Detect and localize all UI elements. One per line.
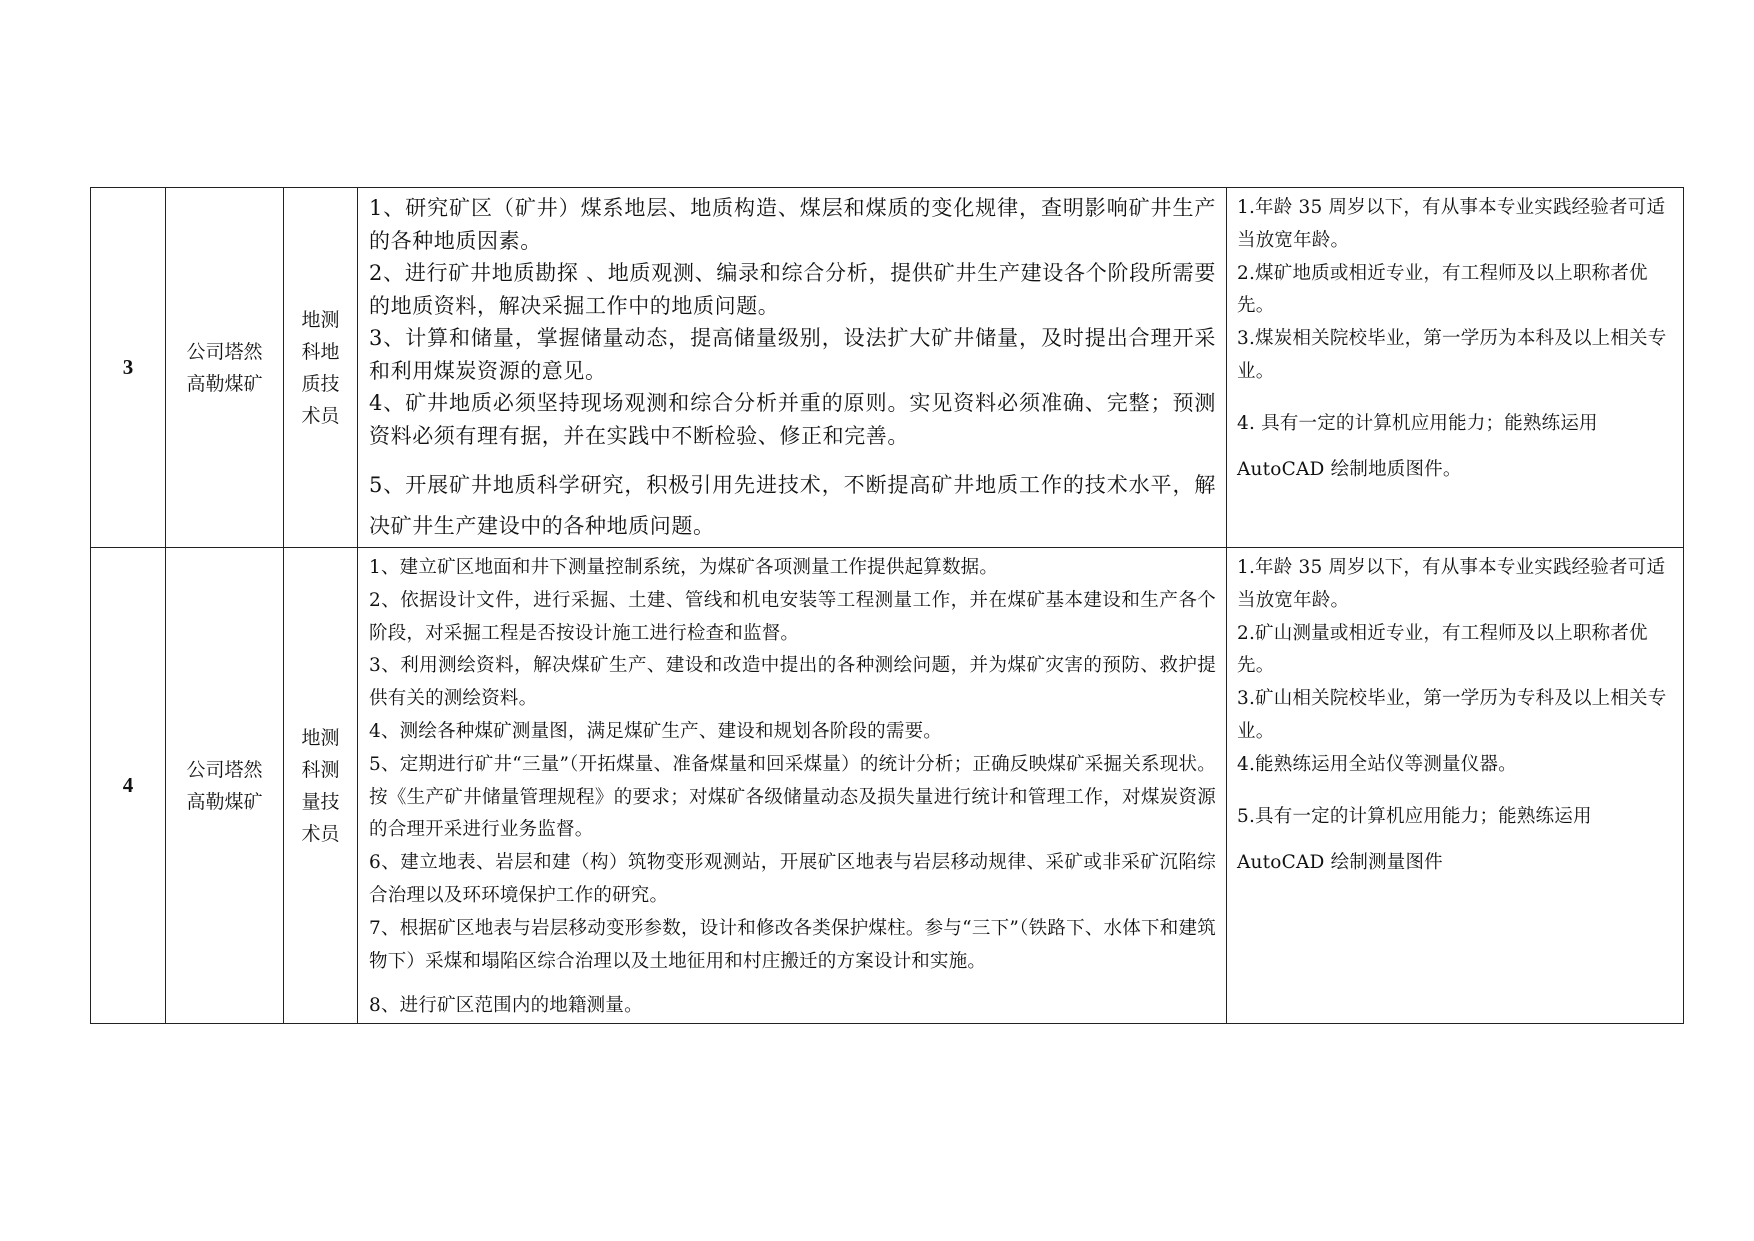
- job-duties: [358, 548, 1227, 1024]
- employer-unit-line: 高勒煤矿: [186, 790, 263, 813]
- requirement-item: 2.煤矿地质或相近专业，有工程师及以上职称者优先。: [1237, 262, 1648, 317]
- requirement-item: 3.煤炭相关院校毕业，第一学历为本科及以上相关专业。: [1237, 328, 1667, 382]
- job-requirements: [1227, 188, 1684, 548]
- requirement-item: 4. 具有一定的计算机应用能力；能熟练运用 AutoCAD 绘制地质图件。: [1237, 412, 1598, 480]
- requirement-item: 1.年龄 35 周岁以下，有从事本专业实践经验者可适当放宽年龄。: [1237, 557, 1666, 611]
- position-name-line: 地测: [301, 308, 340, 331]
- employer-unit-line: 公司塔然: [186, 758, 263, 781]
- position-name-line: 术员: [301, 404, 340, 427]
- table-row: [91, 188, 1684, 548]
- requirement-item: 4.能熟练运用全站仪等测量仪器。: [1237, 753, 1517, 775]
- requirement-item: 1.年龄 35 周岁以下，有从事本专业实践经验者可适当放宽年龄。: [1237, 197, 1666, 251]
- employer-unit: [166, 188, 284, 548]
- duty-item: 2、进行矿井地质勘探 、地质观测、编录和综合分析，提供矿井生产建设各个阶段所需要的地质资料，解决采掘工作中的地质问题。: [369, 261, 1216, 318]
- duty-item: 1、研究矿区（矿井）煤系地层、地质构造、煤层和煤质的变化规律，查明影响矿井生产的各种地质因素。: [369, 196, 1216, 253]
- duty-item: 8、进行矿区范围内的地籍测量。: [369, 995, 643, 1017]
- row-number: 4: [91, 548, 166, 1024]
- duty-item: 5、开展矿井地质科学研究，积极引用先进技术，不断提高矿井地质工作的技术水平，解决矿井生产建设中的各种地质问题。: [369, 473, 1216, 538]
- row-number: 3: [91, 188, 166, 548]
- duty-item: 5、定期进行矿井“三量”（开拓煤量、准备煤量和回采煤量）的统计分析；正确反映煤矿采掘关系现状。按《生产矿井储量管理规程》的要求；对煤矿各级储量动态及损失量进行统计和管理工作，对煤炭资源的合理开采进行业务监督。: [369, 753, 1216, 841]
- requirement-item: 5.具有一定的计算机应用能力；能熟练运用 AutoCAD 绘制测量图件: [1237, 805, 1592, 873]
- position-name: [284, 548, 358, 1024]
- job-duties: [358, 188, 1227, 548]
- position-name-line: 量技: [301, 790, 340, 813]
- position-name-line: 地测: [301, 726, 340, 749]
- employer-unit-line: 高勒煤矿: [186, 372, 263, 395]
- table-row: [91, 548, 1684, 1024]
- duty-item: 2、依据设计文件，进行采掘、土建、管线和机电安装等工程测量工作，并在煤矿基本建设和生产各个阶段，对采掘工程是否按设计施工进行检查和监督。: [369, 589, 1216, 644]
- employer-unit: [166, 548, 284, 1024]
- duty-item: 7、根据矿区地表与岩层移动变形参数，设计和修改各类保护煤柱。参与“三下”（铁路下、水体下和建筑物下）采煤和塌陷区综合治理以及土地征用和村庄搬迁的方案设计和实施。: [369, 917, 1216, 972]
- position-name-line: 质技: [301, 372, 340, 395]
- duty-item: 3、计算和储量，掌握储量动态，提高储量级别，设法扩大矿井储量，及时提出合理开采和利用煤炭资源的意见。: [369, 326, 1216, 383]
- duty-item: 6、建立地表、岩层和建（构）筑物变形观测站，开展矿区地表与岩层移动规律、采矿或非采矿沉陷综合治理以及环环境保护工作的研究。: [369, 852, 1216, 906]
- position-name-line: 科测: [301, 758, 340, 781]
- duty-item: 1、建立矿区地面和井下测量控制系统，为煤矿各项测量工作提供起算数据。: [369, 557, 999, 578]
- job-requirements: [1227, 548, 1684, 1024]
- duty-item: 4、测绘各种煤矿测量图，满足煤矿生产、建设和规划各阶段的需要。: [369, 720, 942, 742]
- requirement-item: 2.矿山测量或相近专业，有工程师及以上职称者优先。: [1237, 622, 1648, 677]
- duty-item: 4、矿井地质必须坚持现场观测和综合分析并重的原则。实见资料必须准确、完整；预测资料必须有理有据，并在实践中不断检验、修正和完善。: [369, 391, 1216, 448]
- employer-unit-line: 公司塔然: [186, 340, 263, 363]
- position-name-line: 科地: [301, 340, 340, 363]
- duty-item: 3、利用测绘资料，解决煤矿生产、建设和改造中提出的各种测绘问题，并为煤矿灾害的预防、救护提供有关的测绘资料。: [369, 655, 1216, 710]
- position-name: [284, 188, 358, 548]
- requirement-item: 3.矿山相关院校毕业，第一学历为专科及以上相关专业。: [1237, 688, 1667, 742]
- position-name-line: 术员: [301, 822, 340, 845]
- recruitment-table: [90, 187, 1684, 1024]
